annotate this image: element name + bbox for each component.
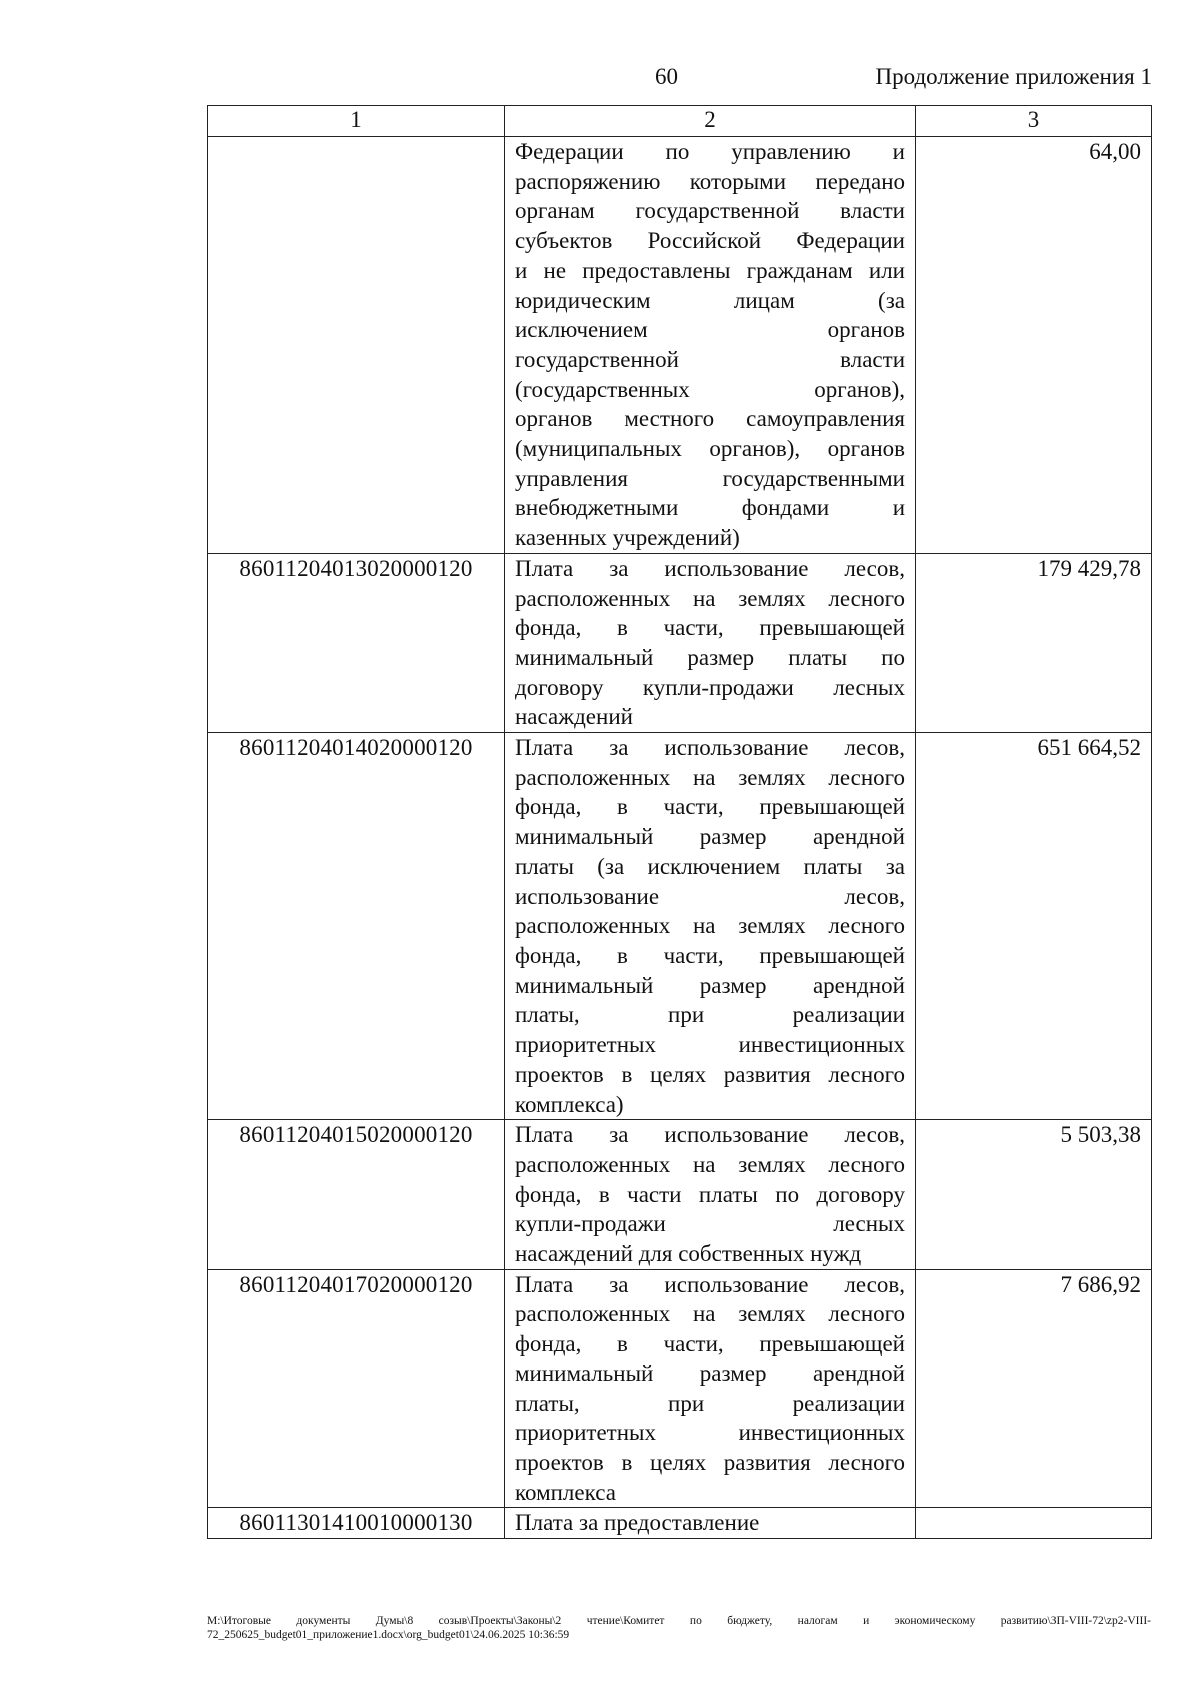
description-line: минимальный размер арендной — [515, 1360, 905, 1386]
description-cell — [505, 137, 916, 554]
description-cell — [505, 733, 916, 1120]
table-row — [208, 733, 1152, 1120]
description-line: платы (за исключением платы за — [515, 853, 905, 879]
amount-cell — [916, 1508, 1152, 1539]
description-line: исключением органов — [515, 317, 905, 343]
table-row — [208, 553, 1152, 732]
description-line: распоряжению которыми передано — [515, 168, 905, 194]
file-path-footer: M:\Итоговые документы Думы\8 созыв\Проекты\Законы\2 чтение\Комитет по бюджету, налогам и экономическому развитию\ЗП-VIII-72\zp2-VIII-72_250625_budget01_приложение1.docx\org_budget01\24.06.2025 10:36:59 — [207, 1615, 1151, 1641]
description-line: органам государственной власти — [515, 198, 905, 224]
description-line: Плата за использование лесов, — [515, 735, 905, 761]
budget-code-cell: 86011204014020000120 — [208, 733, 505, 1120]
amount-cell: 7 686,92 — [916, 1269, 1152, 1508]
description-line: купли-продажи лесных — [515, 1211, 905, 1237]
description-line: насаждений — [515, 704, 633, 730]
description-line: внебюджетными фондами и — [515, 495, 905, 521]
description-line: комплекса — [515, 1479, 616, 1505]
description-line: расположенных на землях лесного — [515, 913, 905, 939]
description-line: платы, при реализации — [515, 1002, 905, 1028]
description-line: фонда, в части, превышающей — [515, 1331, 905, 1357]
description-line: фонда, в части платы по договору — [515, 1181, 905, 1207]
table-body — [208, 137, 1152, 1539]
table-row — [208, 1269, 1152, 1508]
description-line: Федерации по управлению и — [515, 139, 905, 164]
description-line: проектов в целях развития лесного — [515, 1061, 905, 1087]
description-line: расположенных на землях лесного — [515, 585, 905, 611]
table-row — [208, 137, 1152, 554]
budget-code-cell: 86011204017020000120 — [208, 1269, 505, 1508]
column-number-row — [208, 106, 1152, 137]
continuation-title: Продолжение приложения 1 — [875, 64, 1152, 89]
table-row — [208, 1120, 1152, 1270]
description-line: договору купли-продажи лесных — [515, 674, 905, 700]
description-line: минимальный размер арендной — [515, 824, 905, 850]
amount-cell: 64,00 — [916, 137, 1152, 554]
page-number: 60 — [655, 64, 678, 89]
budget-code-cell: 86011301410010000130 — [208, 1508, 505, 1539]
description-line: государственной власти — [515, 346, 905, 372]
description-line: Плата за использование лесов, — [515, 1122, 905, 1148]
amount-cell: 651 664,52 — [916, 733, 1152, 1120]
description-line: фонда, в части, превышающей — [515, 615, 905, 641]
budget-code-cell: 86011204015020000120 — [208, 1120, 505, 1270]
description-cell — [505, 1269, 916, 1508]
description-line: фонда, в части, превышающей — [515, 794, 905, 820]
description-line: платы, при реализации — [515, 1390, 905, 1416]
budget-code-cell — [208, 137, 505, 554]
description-line: и не предоставлены гражданам или — [515, 257, 905, 283]
description-line: юридическим лицам (за — [515, 287, 905, 313]
description-line: расположенных на землях лесного — [515, 1301, 905, 1327]
description-line: минимальный размер платы по — [515, 644, 905, 670]
description-line: (муниципальных органов), органов — [515, 436, 905, 462]
description-line: минимальный размер арендной — [515, 972, 905, 998]
description-line: Плата за использование лесов, — [515, 555, 905, 581]
budget-table — [207, 105, 1152, 1539]
column-number-3: 3 — [916, 106, 1152, 137]
description-line: приоритетных инвестиционных — [515, 1420, 905, 1446]
amount-cell: 179 429,78 — [916, 553, 1152, 732]
description-line: фонда, в части, превышающей — [515, 942, 905, 968]
description-line: (государственных органов), — [515, 376, 905, 402]
amount-cell: 5 503,38 — [916, 1120, 1152, 1270]
description-line: использование лесов, — [515, 883, 905, 909]
description-line: проектов в целях развития лесного — [515, 1449, 905, 1475]
column-number-2: 2 — [505, 106, 916, 137]
table-row — [208, 1508, 1152, 1539]
description-line: расположенных на землях лесного — [515, 764, 905, 790]
description-line: расположенных на землях лесного — [515, 1151, 905, 1177]
description-line: органов местного самоуправления — [515, 406, 905, 432]
description-line: Плата за предоставление — [515, 1510, 760, 1536]
description-cell — [505, 1508, 916, 1539]
description-line: управления государственными — [515, 465, 905, 491]
description-line: субъектов Российской Федерации — [515, 228, 905, 254]
description-cell — [505, 1120, 916, 1270]
description-line: комплекса) — [515, 1091, 624, 1117]
description-line: Плата за использование лесов, — [515, 1271, 905, 1297]
column-number-1: 1 — [208, 106, 505, 137]
description-line: приоритетных инвестиционных — [515, 1032, 905, 1058]
budget-code-cell: 86011204013020000120 — [208, 553, 505, 732]
description-line: насаждений для собственных нужд — [515, 1241, 862, 1267]
description-line: казенных учреждений) — [515, 525, 740, 551]
description-cell — [505, 553, 916, 732]
